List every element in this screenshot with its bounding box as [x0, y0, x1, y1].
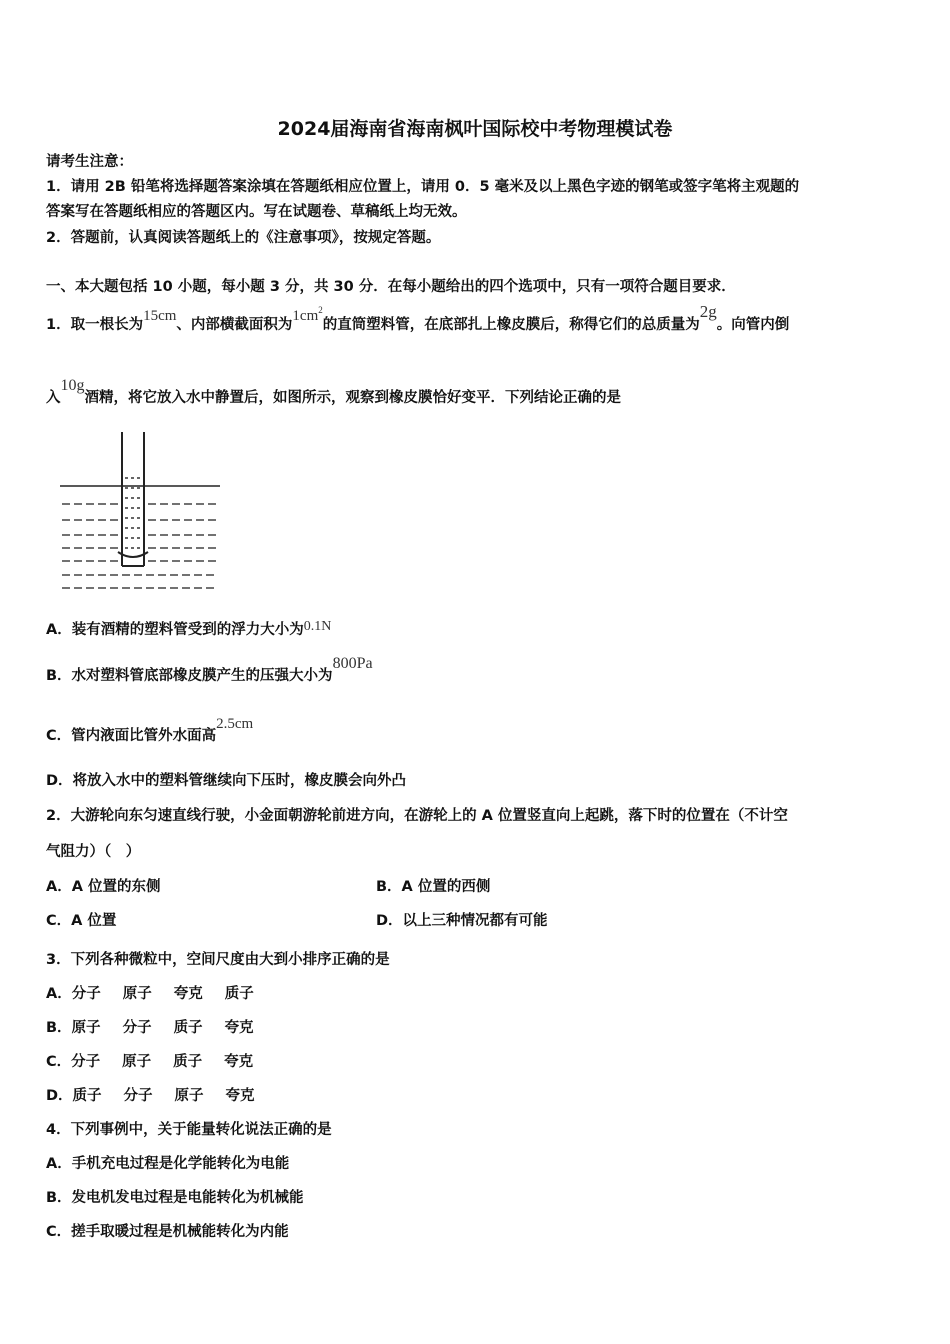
q3-item: 质子: [173, 1054, 203, 1070]
q3-item: 质子: [173, 1020, 203, 1036]
q3-stem: 3．下列各种微粒中，空间尺度由大到小排序正确的是: [46, 952, 390, 968]
q2-option-d[interactable]: D．以上三种情况都有可能: [376, 913, 548, 929]
q1-area-exponent: 2: [318, 305, 323, 315]
notice-line-1: 1．请用 2B 铅笔将选择题答案涂填在答题纸相应位置上，请用 0．5 毫米及以上黑色字迹的钢笔或签字笔将主观题的: [46, 179, 800, 195]
q3-option-d[interactable]: [46, 1086, 277, 1106]
q3-item: 分子: [122, 1020, 152, 1036]
q1-length: 15cm: [143, 308, 177, 324]
notice-heading: 请考生注意：: [46, 154, 133, 170]
q2-option-a[interactable]: A．A 位置的东侧: [46, 879, 161, 895]
q1-option-c[interactable]: [46, 716, 254, 746]
q3-item: 分子: [71, 986, 101, 1002]
q1-text: 。向管内倒: [716, 317, 790, 333]
q4-option-b[interactable]: B．发电机发电过程是电能转化为机械能: [46, 1190, 304, 1206]
q3-item: 夸克: [224, 1020, 254, 1036]
q3-option-b[interactable]: [46, 1018, 276, 1038]
q3-item: 质子: [72, 1088, 102, 1104]
q3-item: 夸克: [225, 1088, 255, 1104]
page-title: 2024届海南省海南枫叶国际校中考物理模试卷: [277, 118, 673, 140]
q3-option-label: C．: [46, 1054, 72, 1070]
q3-item: 原子: [174, 1088, 204, 1104]
section-heading: 一、本大题包括 10 小题，每小题 3 分，共 30 分．在每小题给出的四个选项中，只有一项符合题目要求．: [46, 279, 736, 295]
q1-option-d[interactable]: D．将放入水中的塑料管继续向下压时，橡皮膜会向外凸: [46, 773, 407, 789]
q3-item: 分子: [71, 1054, 101, 1070]
q1-text: 1．取一根长为: [46, 317, 144, 333]
q1-option-c-text: C．管内液面比管外水面高: [46, 728, 217, 744]
q1-stem-line-2: [46, 377, 621, 408]
q3-option-label: A．: [46, 986, 72, 1002]
q3-item: 夸克: [173, 986, 203, 1002]
q1-option-b-text: B．水对塑料管底部橡皮膜产生的压强大小为: [46, 668, 333, 684]
q2-option-b[interactable]: B．A 位置的西侧: [376, 879, 491, 895]
q3-option-c[interactable]: [46, 1052, 275, 1072]
notice-line-2: 答案写在答题纸相应的答题区内。写在试题卷、草稿纸上均无效。: [46, 204, 467, 220]
q3-item: 原子: [122, 986, 152, 1002]
q1-option-b-value: 800Pa: [332, 655, 373, 672]
q1-option-a-value: 0.1N: [303, 619, 332, 634]
q3-item: 夸克: [224, 1054, 254, 1070]
q4-option-c[interactable]: C．搓手取暖过程是机械能转化为内能: [46, 1224, 289, 1240]
q1-stem-line-1: [46, 302, 790, 336]
q1-text: 、内部横截面积为: [176, 317, 293, 333]
q1-area: [292, 305, 323, 324]
q1-mass: 2g: [699, 302, 717, 321]
q3-option-label: B．: [46, 1020, 72, 1036]
q1-text: 酒精，将它放入水中静置后，如图所示，观察到橡皮膜恰好变平．下列结论正确的是: [84, 390, 621, 406]
q4-option-a[interactable]: A．手机充电过程是化学能转化为电能: [46, 1156, 290, 1172]
q3-item: 质子: [224, 986, 254, 1002]
q2-stem-line-2: 气阻力）（ ）: [46, 844, 141, 860]
q1-option-a[interactable]: [46, 620, 331, 641]
q1-alcohol-mass: 10g: [60, 377, 85, 394]
tube-in-water-figure: [56, 430, 226, 592]
notice-line-3: 2．答题前，认真阅读答题纸上的《注意事项》，按规定答题。: [46, 230, 441, 246]
q3-option-label: D．: [46, 1088, 73, 1104]
q3-option-a[interactable]: [46, 984, 276, 1004]
q1-option-a-text: A．装有酒精的塑料管受到的浮力大小为: [46, 622, 304, 638]
q1-option-b[interactable]: [46, 655, 373, 686]
q3-item: 原子: [71, 1020, 101, 1036]
q1-text: 入: [46, 390, 61, 406]
q4-stem: 4．下列事例中，关于能量转化说法正确的是: [46, 1122, 332, 1138]
q1-option-c-value: 2.5cm: [216, 716, 254, 732]
q3-item: 原子: [122, 1054, 152, 1070]
q2-options-row-2: [46, 911, 548, 931]
q2-options-row-1: [46, 877, 491, 897]
q1-area-value: 1cm: [292, 308, 319, 324]
q2-option-c[interactable]: C．A 位置: [46, 913, 117, 929]
q3-item: 分子: [123, 1088, 153, 1104]
q1-text: 的直筒塑料管，在底部扎上橡皮膜后，称得它们的总质量为: [322, 317, 700, 333]
q2-stem-line-1: 2．大游轮向东匀速直线行驶，小金面朝游轮前进方向，在游轮上的 A 位置竖直向上起跳，落下时的位置在（不计空: [46, 808, 788, 824]
